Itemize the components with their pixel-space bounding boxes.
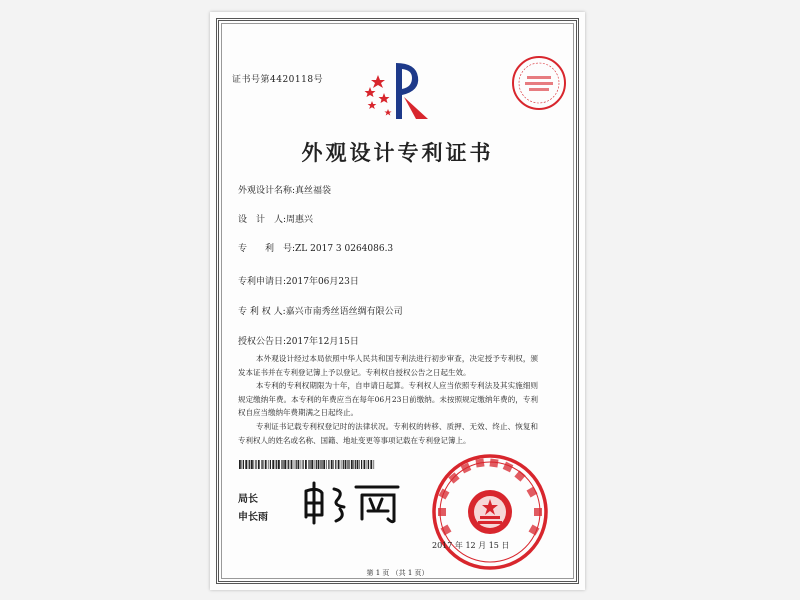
- national-ip-seal-icon: [430, 452, 550, 572]
- patent-office-logo-icon: [358, 57, 438, 125]
- field-patentee: 专 利 权 人:嘉兴市南秀丝语丝绸有限公司: [238, 307, 403, 317]
- handwritten-signature-icon: [298, 477, 408, 527]
- signatory-role: 局长: [238, 494, 258, 505]
- issue-date: 2017 年 12 月 15 日: [432, 541, 510, 550]
- barcode-icon: [239, 460, 376, 469]
- field-patent-number: 专 利 号:ZL 2017 3 0264086.3: [238, 244, 394, 254]
- paragraph-term: 本专利的专利权期限为十年，自申请日起算。专利权人应当依照专利法及其实施细则规定缴纳年费。本专利的年费应当在每年06月23日前缴纳。未按照规定缴纳年费的，专利权自应当缴纳年费期满之日起终止。: [238, 381, 538, 417]
- paragraph-grant: 本外观设计经过本局依照中华人民共和国专利法进行初步审查，决定授予专利权，颁发本证书并在专利登记簿上予以登记。专利权自授权公告之日起生效。: [238, 354, 538, 377]
- paragraph-record: 专利证书记载专利权登记时的法律状况。专利权的转移、质押、无效、终止、恢复和专利权人的姓名或名称、国籍、地址变更等事项记载在专利登记簿上。: [238, 422, 538, 445]
- page-title: 外观设计专利证书: [301, 140, 494, 165]
- field-grant-date: 授权公告日:2017年12月15日: [238, 337, 359, 347]
- field-design-name: 外观设计名称:真丝福袋: [238, 186, 332, 196]
- certificate-number: 证书号第4420118号: [232, 75, 324, 85]
- certificate-page: [210, 12, 585, 590]
- field-filing-date: 专利申请日:2017年06月23日: [238, 277, 359, 287]
- approval-stamp-icon: [510, 54, 568, 112]
- signatory-name: 申长雨: [238, 512, 268, 523]
- page-number: 第 1 页 （共 1 页）: [366, 569, 429, 577]
- field-designer: 设 计 人:周惠兴: [238, 215, 314, 225]
